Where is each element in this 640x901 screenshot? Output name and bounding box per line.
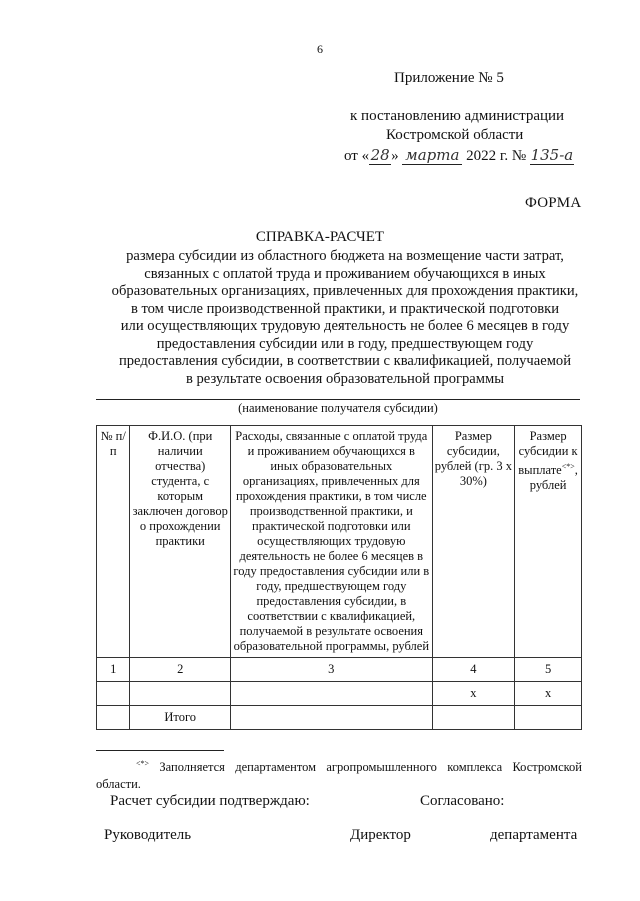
recipient-blank-line <box>96 399 580 400</box>
table-header-row <box>97 426 582 658</box>
footnote-mark: <*> <box>136 759 150 768</box>
table-cell <box>231 706 433 730</box>
subtitle-line: предоставления субсидии или в году, предшествующем году <box>156 335 534 352</box>
table-cell <box>130 682 231 706</box>
footnote-text: Заполняется департаментом агропромышленного комплекса Костромской области. <box>96 760 582 792</box>
subtitle-line: в том числе производственной практики, и практической подготовки <box>130 300 560 317</box>
appendix-label: Приложение № 5 <box>394 70 504 86</box>
subtitle-line: предоставления субсидии, в соответствии с квалификацией, получаемой <box>118 353 572 369</box>
subtitle-line: связанных с оплатой труда и проживанием обучающихся в иных <box>144 265 546 282</box>
date-prefix: от « <box>344 148 370 164</box>
document-subtitle <box>95 248 595 388</box>
header-cell-subsidy-size: Размер субсидии, рублей (гр. 3 x 30%) <box>432 426 515 658</box>
form-label: ФОРМА <box>525 195 582 211</box>
header-cell-expenses: Расходы, связанные с оплатой труда и проживанием обучающихся в иных образовательных организациях, привлеченных для прохождения практики, в том числе производственной практики, и практической подготовки или осуществляющих трудовую деятельность не более 6 месяцев в году предоставления субсидии или в году, предшествующем году предоставления субсидии, в соответствии с квалификацией, получаемой в результате освоения образовательной программы, рублей <box>231 426 433 658</box>
table-cell <box>515 706 582 730</box>
recipient-hint: (наименование получателя субсидии) <box>238 401 438 415</box>
payout-unit: , рублей <box>529 463 578 493</box>
resolution-date-line <box>344 146 574 165</box>
header-cell-number: № п/п <box>97 426 130 658</box>
resolution-ref-line2: Костромской области <box>386 127 524 143</box>
column-number: 2 <box>130 658 231 682</box>
handwritten-month: марта <box>402 146 462 165</box>
footnote-divider <box>96 750 224 751</box>
column-number: 1 <box>97 658 130 682</box>
department-label: департамента <box>490 827 578 843</box>
header-cell-student: Ф.И.О. (при наличии отчества) студента, с которым заключен договор о прохождении практики <box>130 426 231 658</box>
table-cell <box>97 706 130 730</box>
subtitle-line: или осуществляющих трудовую деятельность не более 6 месяцев в году <box>120 318 570 334</box>
head-label: Руководитель <box>104 827 192 843</box>
table-cell: х <box>515 682 582 706</box>
table-cell <box>97 682 130 706</box>
date-mid: » <box>391 148 399 164</box>
table-cell <box>231 682 433 706</box>
page-number: 6 <box>317 42 323 56</box>
document-title: СПРАВКА-РАСЧЕТ <box>255 229 385 245</box>
subtitle-line: размера субсидии из областного бюджета на возмещение части затрат, <box>126 248 564 264</box>
handwritten-number: 135-а <box>530 146 574 164</box>
year-text: 2022 г. № <box>466 148 527 164</box>
director-label: Директор <box>350 827 411 843</box>
total-label: Итого <box>130 706 231 730</box>
table-cell <box>432 706 515 730</box>
column-number-row <box>97 658 582 682</box>
subtitle-line: образовательных организациях, привлеченных для прохождения практики, <box>111 283 579 299</box>
header-cell-subsidy-payout <box>515 426 582 658</box>
column-number: 3 <box>231 658 433 682</box>
table-cell: х <box>432 682 515 706</box>
resolution-ref-line1: к постановлению администрации <box>350 108 565 124</box>
subtitle-line: в результате освоения образовательной программы <box>185 370 505 387</box>
calculation-table <box>96 425 582 730</box>
footnote-mark: <*> <box>561 462 575 471</box>
agreed-label: Согласовано: <box>420 793 505 809</box>
column-number: 4 <box>432 658 515 682</box>
column-number: 5 <box>515 658 582 682</box>
payout-label: Размер субсидии к выплате <box>518 429 578 478</box>
total-row <box>97 706 582 730</box>
confirm-label: Расчет субсидии подтверждаю: <box>110 793 310 809</box>
footnote <box>96 755 582 793</box>
table-row <box>97 682 582 706</box>
handwritten-day: 28 <box>370 146 390 164</box>
